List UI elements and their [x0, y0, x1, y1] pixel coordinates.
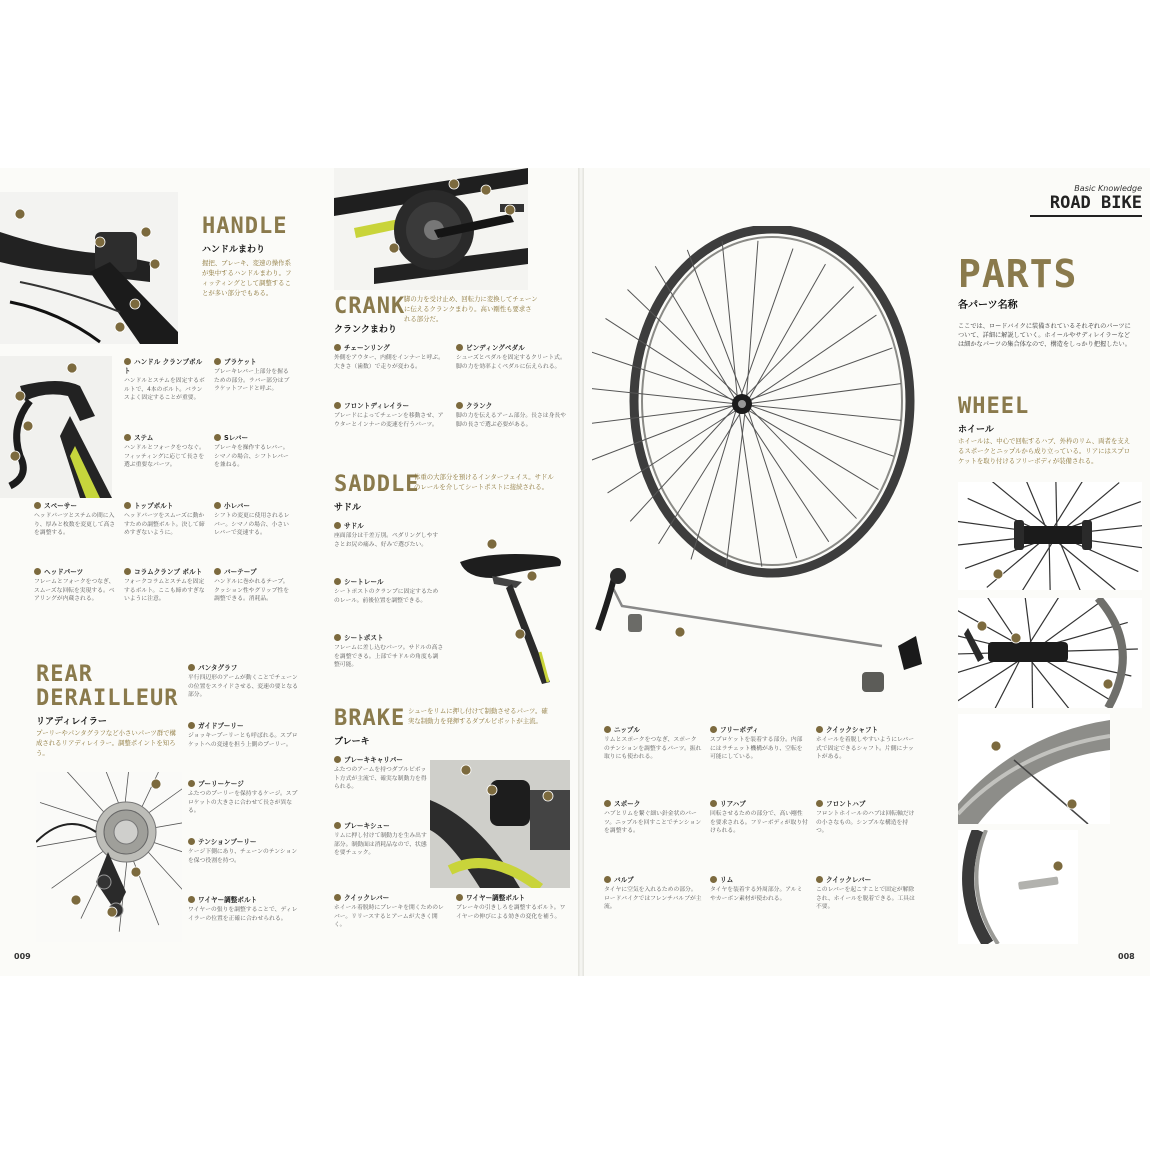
crank-title: CRANK — [334, 294, 406, 319]
part-name: ヘッドパーツ — [44, 568, 84, 576]
callout-dot-icon — [214, 434, 221, 441]
valve-photo — [958, 830, 1078, 944]
rim-photo — [958, 714, 1110, 824]
callout-dot-icon — [816, 800, 823, 807]
handle-title: HANDLE — [202, 214, 288, 239]
rear-item — [188, 664, 298, 722]
callout-dot-icon — [188, 896, 195, 903]
crank-subtitle: クランクまわり — [334, 325, 397, 335]
part-desc: ブレーキレバー上部分を握るための部分。ラバー部分はブラケットフードと呼ぶ。 — [214, 369, 290, 393]
spoke-line — [746, 404, 857, 519]
part-name: Sレバー — [224, 434, 249, 442]
wheel-intro: ホイールは、中心で回転するハブ、外枠のリム、両者を支えるスポークとニップルから成り立っている。リアにはスプロケットを取り付けるフリーボディが装備される。 — [958, 437, 1131, 465]
spoke-line — [738, 404, 829, 542]
wheel-item — [816, 876, 916, 930]
crank-item — [334, 402, 446, 438]
part-desc: ふたつのアームを持つダブルピボット方式が主流で、確実な制動力を得られる。 — [334, 767, 427, 791]
part-desc: 外側をアウター、内側をインナーと呼ぶ。大きさ（歯数）で走りが変わる。 — [334, 355, 444, 370]
right-page-number: 008 — [1118, 952, 1135, 961]
part-name: ガイドプーリー — [198, 722, 244, 730]
part-desc: タイヤに空気を入れるための部分。ロードバイクではフレンチバルブが主流。 — [604, 887, 702, 911]
handle-item — [34, 568, 116, 612]
handle-subtitle: ハンドルまわり — [202, 245, 266, 255]
spoke-line — [726, 404, 746, 567]
callout-dot-icon — [334, 634, 341, 641]
part-name: プーリーケージ — [198, 780, 244, 788]
handle-drop-photo — [0, 356, 112, 498]
part-name: サドル — [344, 522, 364, 530]
part-desc: シートポストのクランプに固定するためのレール。前後位置を調整できる。 — [334, 589, 439, 604]
brake-item — [334, 894, 446, 930]
callout-dot-icon — [214, 358, 221, 365]
crank-item-list — [334, 344, 570, 454]
part-desc: リムに押し付けて制動力を生み出す部分。制動面は消耗品なので、状態を要チェック。 — [334, 833, 427, 857]
spoke-line — [746, 384, 901, 404]
callout-dot-icon — [214, 568, 221, 575]
part-desc: ブレーキを操作するレバー。シマノの場合、シフトレバーを兼ねる。 — [214, 445, 289, 469]
saddle-item — [334, 634, 444, 690]
spoke-line — [592, 404, 746, 424]
callout-dot-icon — [188, 838, 195, 845]
part-desc: このレバーを起こすことで固定が解除され、ホイールを脱着できる。工具は不要。 — [816, 887, 915, 911]
part-desc: ホイール着脱時にブレーキを開くためのレバー。リリースするとアームが大きく開く。 — [334, 905, 444, 929]
saddle-item — [334, 522, 444, 578]
spoke-line — [738, 287, 854, 404]
handle-item — [214, 434, 294, 478]
callout-dot-icon — [456, 402, 463, 409]
part-name: ブレーキキャリパー — [344, 756, 403, 764]
saddle-subtitle: サドル — [334, 503, 362, 513]
callout-dot-icon — [334, 578, 341, 585]
masthead-title-a: ROAD — [1049, 193, 1091, 213]
wheel-item — [710, 726, 808, 780]
rear-item — [188, 896, 298, 954]
part-desc: ジョッキープーリーとも呼ばれる。スプロケットへの変速を担う上側のプーリー。 — [188, 733, 298, 748]
part-desc: ヘッドパーツとステムの間に入り、厚みと枚数を変更して高さを調整する。 — [34, 513, 116, 537]
callout-dot-icon — [456, 894, 463, 901]
part-name: コラムクランプ ボルト — [134, 568, 203, 576]
part-desc: 脚の力を伝えるアーム部分。長さは身長や脚の長さで選ぶ必要がある。 — [456, 413, 566, 428]
part-desc: ワイヤーの張りを調整することで、ディレイラーの位置を正確に合わせられる。 — [188, 907, 298, 922]
part-desc: ブレードによってチェーンを移動させ、アウターとインナーの変速を行うパーツ。 — [334, 413, 444, 428]
callout-dot-icon — [188, 780, 195, 787]
parts-intro: ここでは、ロードバイクに装備されているそれぞれのパーツについて、詳細に解説していく。ホイールやサディレイラーなどは細かなパーツの集合体なので、構造をしっかり把握したい。 — [958, 323, 1131, 348]
brake-item — [456, 894, 568, 930]
handle-item — [34, 502, 116, 546]
part-name: リム — [720, 876, 734, 884]
part-name: ニップル — [614, 726, 640, 734]
brake-title: BRAKE — [334, 706, 406, 731]
part-name: ブラケット — [224, 358, 257, 366]
spoke-line — [746, 264, 825, 404]
callout-dot-icon — [34, 502, 41, 509]
part-name: テンションプーリー — [198, 838, 257, 846]
spoke-line — [738, 404, 901, 420]
part-name: クランク — [466, 402, 493, 410]
part-desc: ハンドルとステムを固定するボルトで、4本のボルト。バランスよく固定することが重要。 — [124, 378, 205, 402]
saddle-item-list — [334, 522, 444, 692]
wheel-item — [710, 876, 808, 930]
callout-dot-icon — [334, 756, 341, 763]
callout-dot-icon — [334, 894, 341, 901]
spoke-line — [746, 315, 876, 404]
callout-dot-icon — [604, 726, 611, 733]
part-desc: ふたつのプーリーを保持するケージ。スプロケットの大きさに合わせて長さが異なる。 — [188, 791, 298, 815]
callout-dot-icon — [710, 726, 717, 733]
rear-title-line1: REAR — [36, 662, 93, 687]
callout-dot-icon — [334, 344, 341, 351]
part-desc: 座面部分は千差万別。ペダリングしやすさとお尻の痛み、好みで選びたい。 — [334, 533, 439, 548]
part-name: チェーンリング — [344, 344, 390, 352]
part-desc: ケージ下側にあり、チェーンのテンションを保つ役割を持つ。 — [188, 849, 298, 864]
handle-intro: 握把、ブレーキ、変速の操作系が集中するハンドルまわり。フィッティングとして調整することが多い部分でもある。 — [202, 259, 292, 297]
part-name: シートポスト — [344, 634, 384, 642]
rear-item — [188, 838, 298, 896]
part-desc: ハブとリムを繋ぐ細い針金状のパーツ。ニップルを回すことでテンションを調整する。 — [604, 811, 702, 835]
part-name: ハンドル クランプボルト — [124, 358, 203, 375]
rear-item — [188, 722, 298, 780]
part-desc: タイヤを装着する外周部分。アルミやカーボン素材が使われる。 — [710, 887, 803, 902]
part-name: ワイヤー調整ボルト — [466, 894, 526, 902]
callout-dot-icon — [816, 726, 823, 733]
part-name: リアハブ — [720, 800, 746, 808]
wheel-item — [816, 726, 916, 780]
wheel-item — [604, 726, 702, 780]
callout-dot-icon — [188, 664, 195, 671]
wheel-illustration — [592, 226, 928, 706]
spoke-line — [738, 249, 793, 404]
masthead-kicker: Basic Knowledge — [1074, 184, 1142, 193]
brake-photo — [430, 760, 570, 888]
masthead — [1030, 184, 1142, 234]
masthead-title-b: BIKE — [1101, 193, 1142, 213]
part-name: スポーク — [614, 800, 641, 808]
handle-item — [124, 502, 206, 546]
part-desc: フォークコラムとステムを固定するボルト。ここも締めすぎないように注意。 — [124, 579, 205, 603]
part-name: バルブ — [614, 876, 634, 884]
callout-dot-icon — [124, 434, 131, 441]
part-name: ビンディングペダル — [466, 344, 525, 352]
spoke-line — [722, 241, 738, 404]
saddle-photo — [452, 532, 570, 684]
spoke-line — [746, 241, 758, 404]
part-desc: フロントホイールのハブは回転軸だけの小さなもの。シンプルな構造を持つ。 — [816, 811, 915, 835]
wheel-item — [604, 876, 702, 930]
callout-dot-icon — [710, 876, 717, 883]
part-name: 小レバー — [224, 502, 250, 510]
crank-item — [456, 402, 568, 438]
crank-photo — [334, 168, 528, 290]
wheel-item — [816, 800, 916, 854]
part-name: スペーサー — [44, 502, 77, 510]
part-name: フロントディレイラー — [344, 402, 410, 410]
brake-item — [334, 756, 428, 822]
part-name: ブレーキシュー — [344, 822, 390, 830]
brake-item-list-lower — [334, 894, 570, 944]
parts-subtitle: 各パーツ名称 — [958, 300, 1018, 311]
rear-intro: プーリーやパンタグラフなど小さいパーツ群で構成されるリアディレイラー。調整ポイントを知ろう。 — [36, 729, 176, 757]
part-desc: 回転させるための部分で、高い剛性を要求される。フリーボディが取り付けられる。 — [710, 811, 808, 835]
spoke-line — [608, 404, 746, 493]
part-name: フリーボディ — [720, 726, 759, 734]
part-name: フロントハブ — [826, 800, 866, 808]
callout-dot-icon — [816, 876, 823, 883]
part-desc: ヘッドパーツをスムーズに動かすための調整ボルト。決して締めすぎないように。 — [124, 513, 205, 537]
callout-dot-icon — [34, 568, 41, 575]
spoke-line — [655, 266, 738, 404]
part-name: クイックシャフト — [826, 726, 879, 734]
spoke-line — [738, 404, 762, 567]
wheel-subtitle: ホイール — [958, 425, 994, 435]
handle-item — [124, 434, 206, 478]
callout-dot-icon — [334, 822, 341, 829]
rear-title-line2: DERAILLEUR — [36, 686, 179, 711]
part-name: ステム — [134, 434, 154, 442]
part-desc: ブレーキの引きしろを調整するボルト。ワイヤーの伸びによる効きの変化を補う。 — [456, 905, 566, 920]
left-page-number: 009 — [14, 952, 31, 961]
saddle-title: SADDLE — [334, 472, 420, 497]
page-gutter — [578, 168, 584, 976]
handle-item-list-lower — [34, 502, 294, 642]
part-name: クイックレバー — [826, 876, 872, 884]
spoke-line — [687, 250, 746, 404]
callout-dot-icon — [604, 800, 611, 807]
rear-subtitle: リアディレイラー — [36, 717, 107, 727]
part-desc: フレームに差し込むパーツ。サドルの高さを調整できる。上部でサドルの角度も調整可能。 — [334, 645, 444, 669]
part-name: トップボルト — [134, 502, 174, 510]
wheel-title: WHEEL — [958, 394, 1030, 419]
part-desc: 平行四辺形のアームが動くことでチェーンの位置をスライドさせる、変速の要となる部分。 — [188, 675, 298, 699]
crank-item — [456, 344, 568, 380]
callout-dot-icon — [124, 568, 131, 575]
brake-item-list — [334, 756, 428, 888]
part-name: バーテープ — [224, 568, 257, 576]
handle-item — [124, 568, 206, 612]
handle-item — [214, 502, 294, 546]
part-name: ワイヤー調整ボルト — [198, 896, 258, 904]
callout-dot-icon — [188, 722, 195, 729]
front-hub-photo — [958, 482, 1142, 590]
callout-dot-icon — [710, 800, 717, 807]
handle-item — [214, 358, 294, 402]
part-name: パンタグラフ — [198, 664, 238, 672]
handle-item — [124, 358, 206, 411]
rear-derailleur-photo — [36, 772, 182, 942]
masthead-rule — [1030, 215, 1142, 217]
part-name: クイックレバー — [344, 894, 390, 902]
part-desc: ホイールを着脱しやすいようにレバー式で固定できるシャフト。片側にナットがある。 — [816, 737, 915, 761]
callout-dot-icon — [214, 502, 221, 509]
wheel-item — [710, 800, 808, 854]
wheel-item — [604, 800, 702, 854]
parts-title: PARTS — [958, 252, 1078, 296]
callout-dot-icon — [604, 876, 611, 883]
rear-hub-photo — [958, 598, 1142, 708]
saddle-intro: 体重の大部分を預けるインターフェイス。サドルのレールを介してシートポストに接続される。 — [414, 473, 554, 491]
saddle-item — [334, 578, 444, 634]
part-desc: ハンドルとフォークをつなぐ。フィッティングに応じて長さを選ぶ重要なパーツ。 — [124, 445, 205, 469]
crank-item — [334, 344, 446, 380]
callout-dot-icon — [334, 522, 341, 529]
part-desc: ハンドルに巻かれるテープ。クッション性やグリップ性を調整できる。消耗品。 — [214, 579, 290, 603]
part-desc: スプロケットを装着する部分。内部にはラチェット機構があり、空転を可能にしている。 — [710, 737, 803, 761]
part-desc: フレームとフォークをつなぎ、スムーズな回転を実現する。ベアリングが内蔵される。 — [34, 579, 115, 603]
rear-item-list — [188, 664, 298, 954]
crank-intro: 脚の力を受け止め、回転力に変換してチェーンに伝えるクランクまわり。高い剛性も要求される部分だ。 — [404, 295, 538, 323]
callout-dot-icon — [456, 344, 463, 351]
brake-item — [334, 822, 428, 888]
handle-item — [214, 568, 294, 612]
part-name: シートレール — [344, 578, 384, 586]
brake-subtitle: ブレーキ — [334, 737, 370, 747]
wheel-item-list — [604, 726, 916, 944]
part-desc: リムとスポークをつなぎ、スポークのテンションを調整するパーツ。振れ取りにも使われる。 — [604, 737, 702, 761]
part-desc: シューズとペダルを固定するクリート式。脚の力を効率よくペダルに伝えられる。 — [456, 355, 566, 370]
callout-dot-icon — [334, 402, 341, 409]
brake-intro: シューをリムに押し付けて制動させるパーツ。確実な制動力を発揮するダブルピボットが主流。 — [408, 707, 548, 725]
handle-stem-photo — [0, 192, 178, 344]
callout-dot-icon — [124, 502, 131, 509]
callout-dot-icon — [124, 358, 131, 365]
part-desc: シフトの変更に使用されるレバー。シマノの場合、小さいレバーで変速する。 — [214, 513, 290, 537]
rear-item — [188, 780, 298, 838]
